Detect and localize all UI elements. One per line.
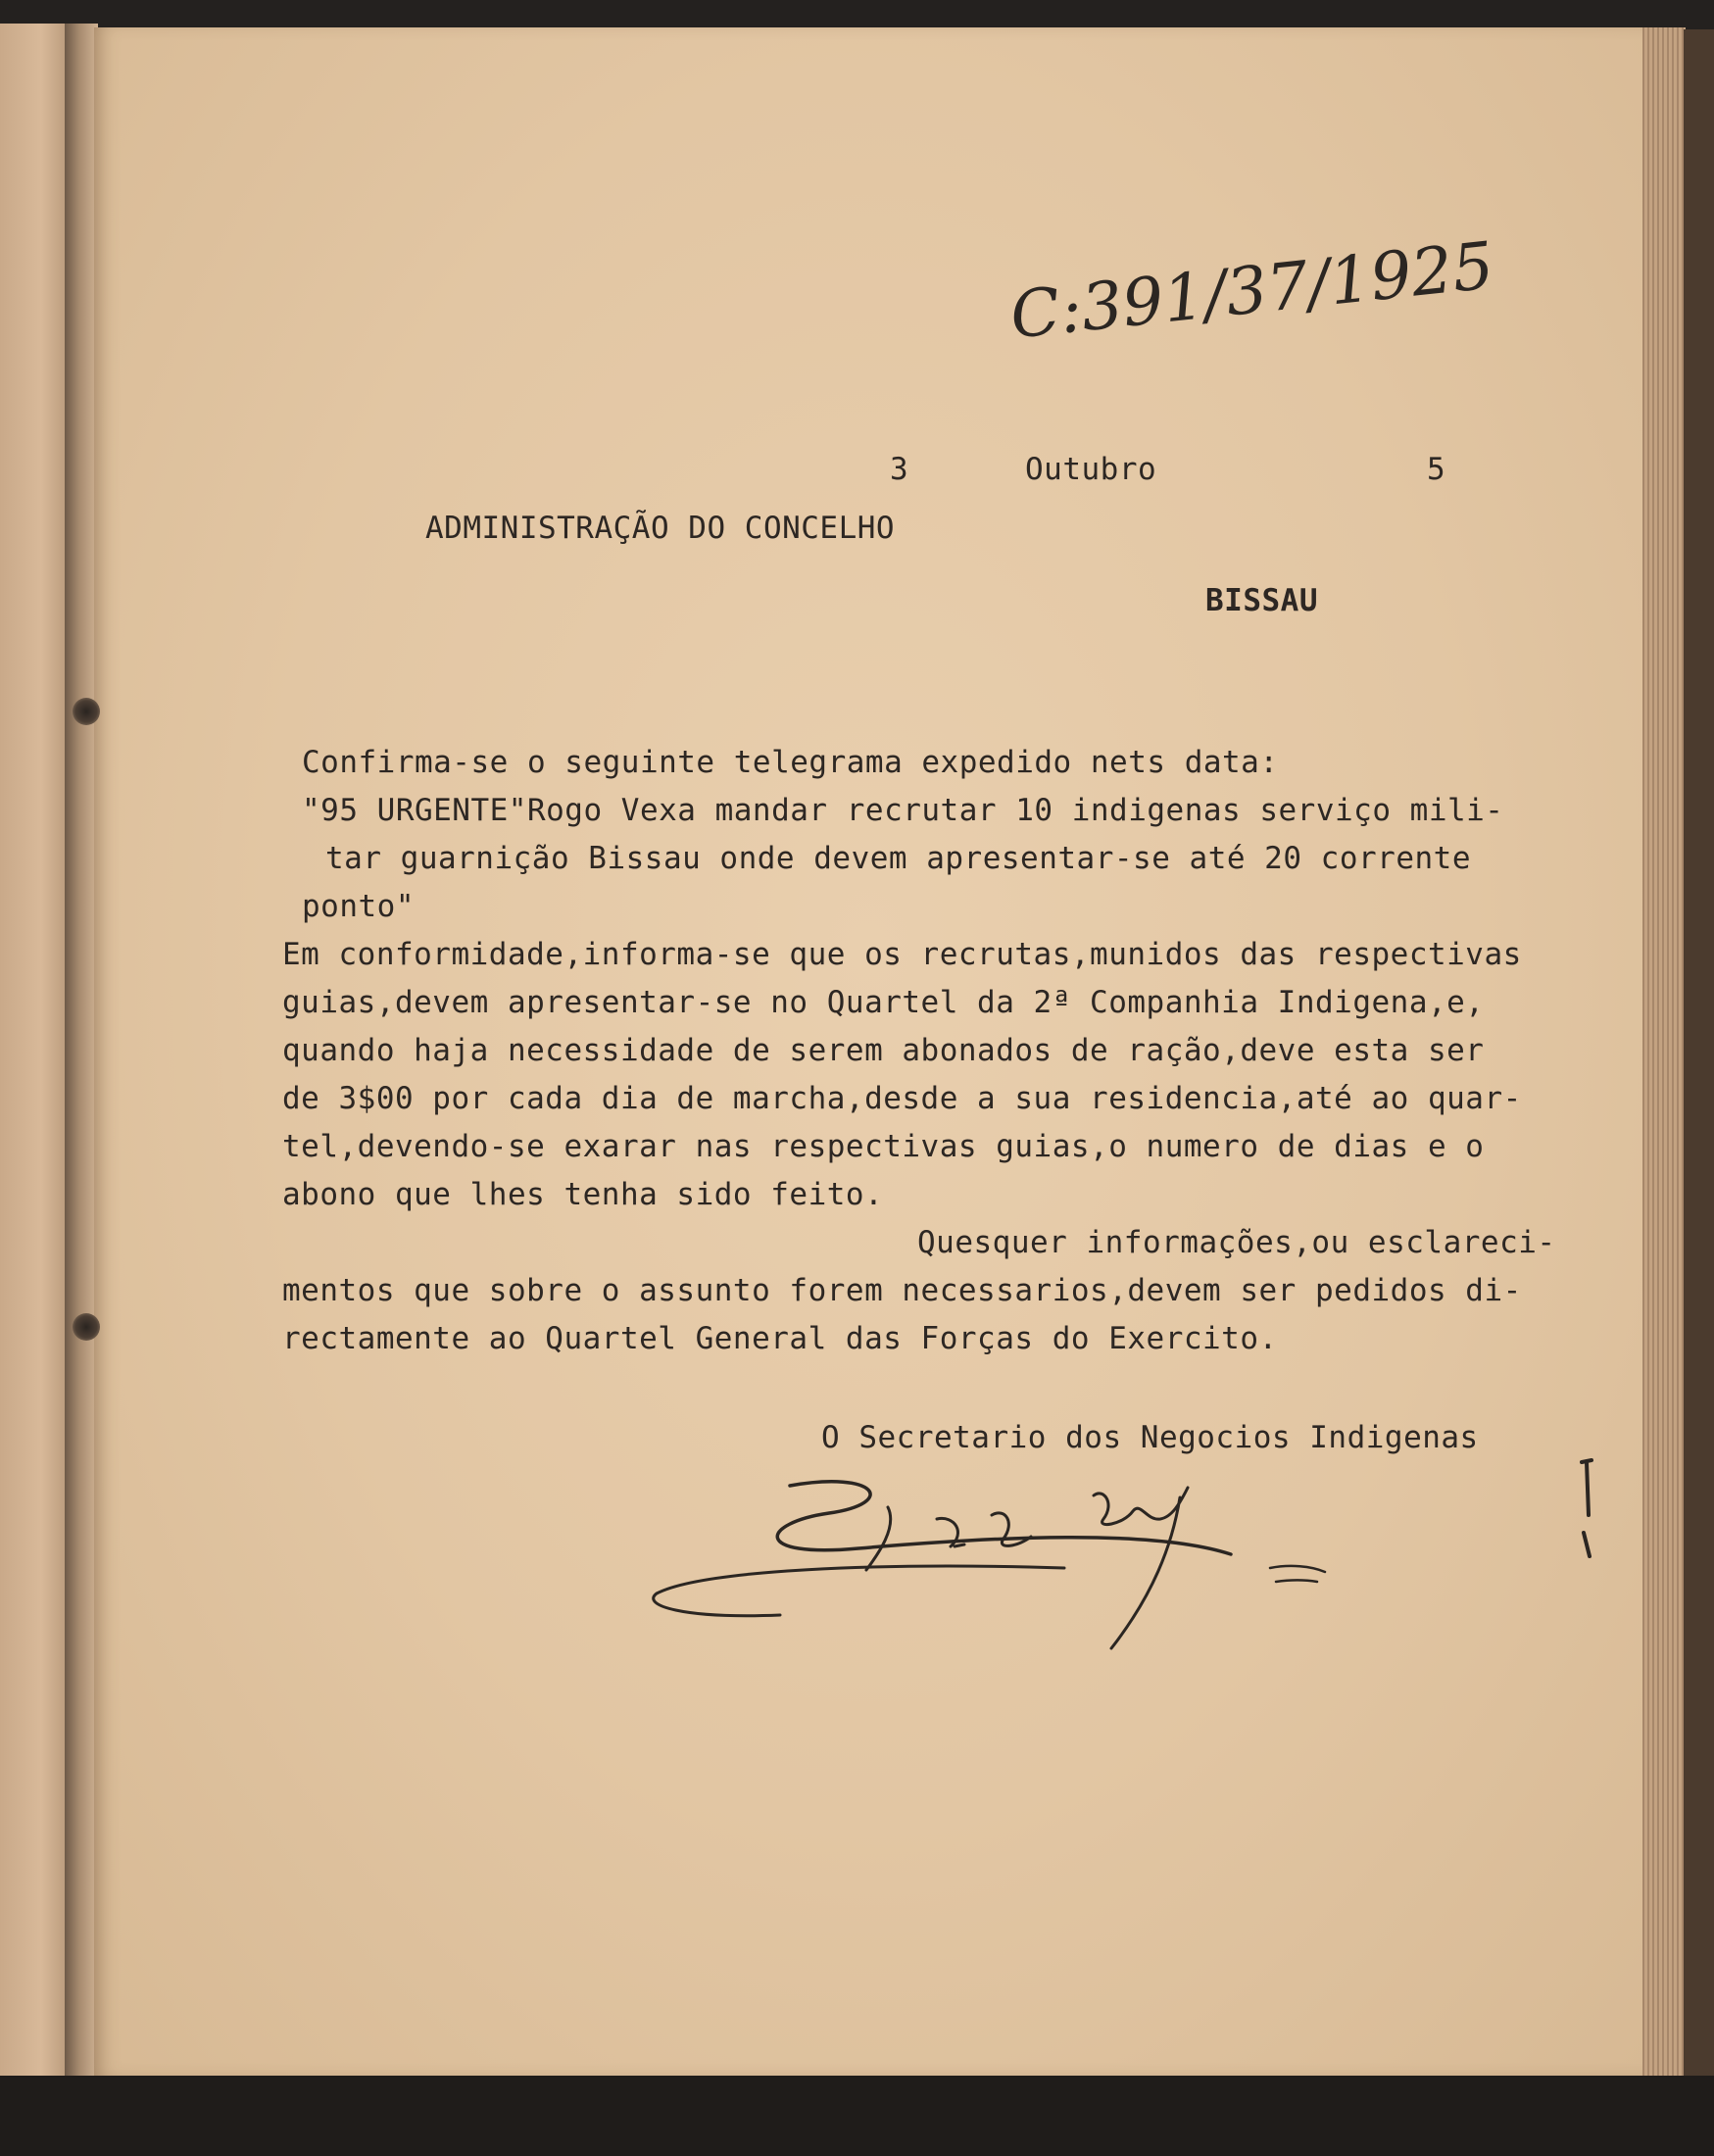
handwritten-signature xyxy=(643,1468,1446,1664)
body-line: abono que lhes tenha sido feito. xyxy=(282,1177,884,1212)
scan-bottom-edge xyxy=(0,2076,1714,2156)
binding-hole xyxy=(73,698,100,725)
facing-page-edge xyxy=(0,24,69,2082)
body-line: guias,devem apresentar-se no Quartel da 2ª Companhia Indigena,e, xyxy=(282,985,1485,1020)
body-line: tel,devendo-se exarar nas respectivas guias,o numero de dias e o xyxy=(282,1129,1485,1164)
signatory-title: O Secretario dos Negocios Indigenas xyxy=(821,1420,1479,1455)
binding-hole xyxy=(73,1313,100,1341)
body-line: Em conformidade,informa-se que os recrutas,munidos das respectivas xyxy=(282,937,1522,972)
body-line: mentos que sobre o assunto forem necessarios,devem ser pedidos di- xyxy=(282,1273,1522,1308)
body-line: Quesquer informações,ou esclareci- xyxy=(917,1225,1556,1260)
recipient-office: ADMINISTRAÇÃO DO CONCELHO xyxy=(425,511,896,546)
body-line: de 3$00 por cada dia de marcha,desde a sua residencia,até ao quar- xyxy=(282,1081,1522,1116)
date-year: 5 xyxy=(1427,452,1446,487)
body-line: Confirma-se o seguinte telegrama expedido nets data: xyxy=(302,745,1279,780)
book-gutter xyxy=(65,24,98,2082)
body-line: ponto" xyxy=(302,889,415,924)
recipient-place: BISSAU xyxy=(1205,583,1318,618)
body-line: tar guarnição Bissau onde devem apresentar-se até 20 corrente xyxy=(325,841,1471,876)
date-day: 3 xyxy=(890,452,909,487)
margin-mark xyxy=(1572,1454,1601,1562)
date-month: Outubro xyxy=(1025,452,1157,487)
letter-page xyxy=(94,27,1642,2076)
letter-body xyxy=(282,739,1703,1363)
body-line: quando haja necessidade de serem abonados de ração,deve esta ser xyxy=(282,1033,1485,1068)
body-line: rectamente ao Quartel General das Forças do Exercito. xyxy=(282,1321,1278,1356)
archive-reference: C:391/37/1925 xyxy=(1006,227,1497,354)
body-line: "95 URGENTE"Rogo Vexa mandar recrutar 10 indigenas serviço mili- xyxy=(302,793,1504,828)
